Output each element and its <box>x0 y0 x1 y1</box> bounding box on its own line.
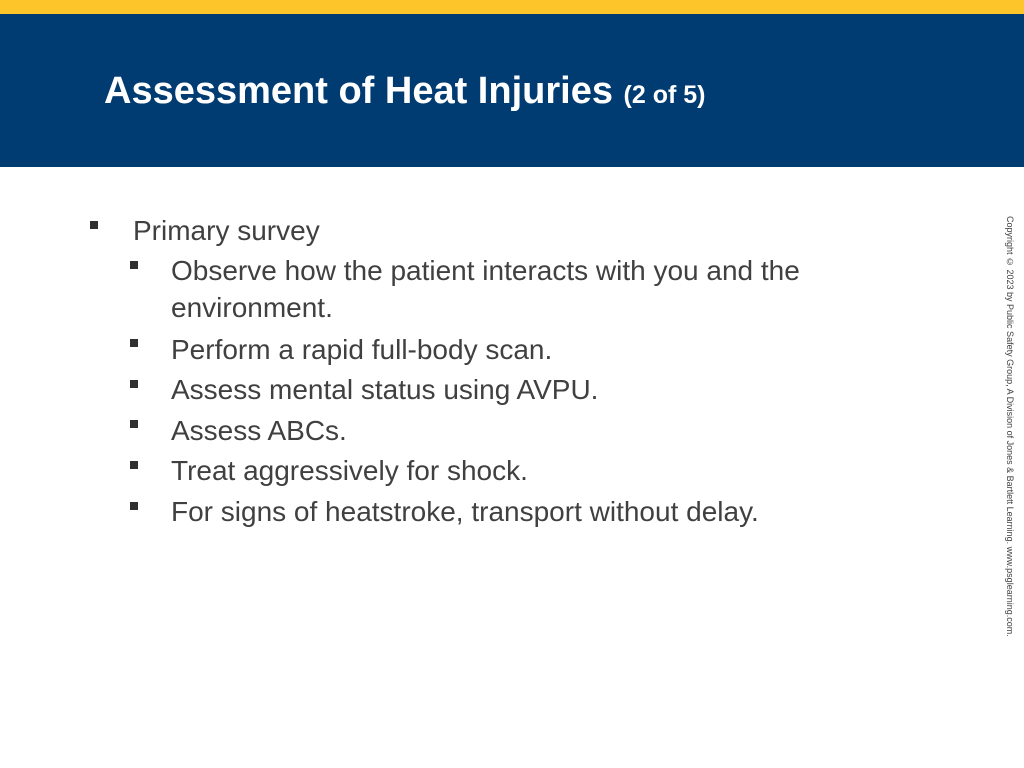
square-bullet-icon <box>130 420 138 428</box>
square-bullet-icon <box>130 339 138 347</box>
sub-bullet-observe: Observe how the patient interacts with you and the environment. <box>171 255 800 323</box>
square-bullet-icon <box>90 221 98 229</box>
square-bullet-icon <box>130 380 138 388</box>
bullet-primary-survey: Primary survey <box>133 215 320 246</box>
square-bullet-icon <box>130 461 138 469</box>
square-bullet-icon <box>130 502 138 510</box>
title-main: Assessment of Heat Injuries <box>104 70 613 112</box>
square-bullet-icon <box>130 261 138 269</box>
copyright-notice: Copyright © 2023 by Public Safety Group, A Division of Jones & Bartlett Learning. www.psglearning.com. <box>1005 216 1015 637</box>
sub-bullet-transport: For signs of heatstroke, transport without delay. <box>171 496 759 527</box>
sub-bullet-abcs: Assess ABCs. <box>171 415 347 446</box>
sub-bullet-shock: Treat aggressively for shock. <box>171 455 528 486</box>
title-part-indicator: (2 of 5) <box>623 81 706 109</box>
sub-bullet-avpu: Assess mental status using AVPU. <box>171 374 599 405</box>
sub-bullet-scan: Perform a rapid full-body scan. <box>171 334 553 365</box>
